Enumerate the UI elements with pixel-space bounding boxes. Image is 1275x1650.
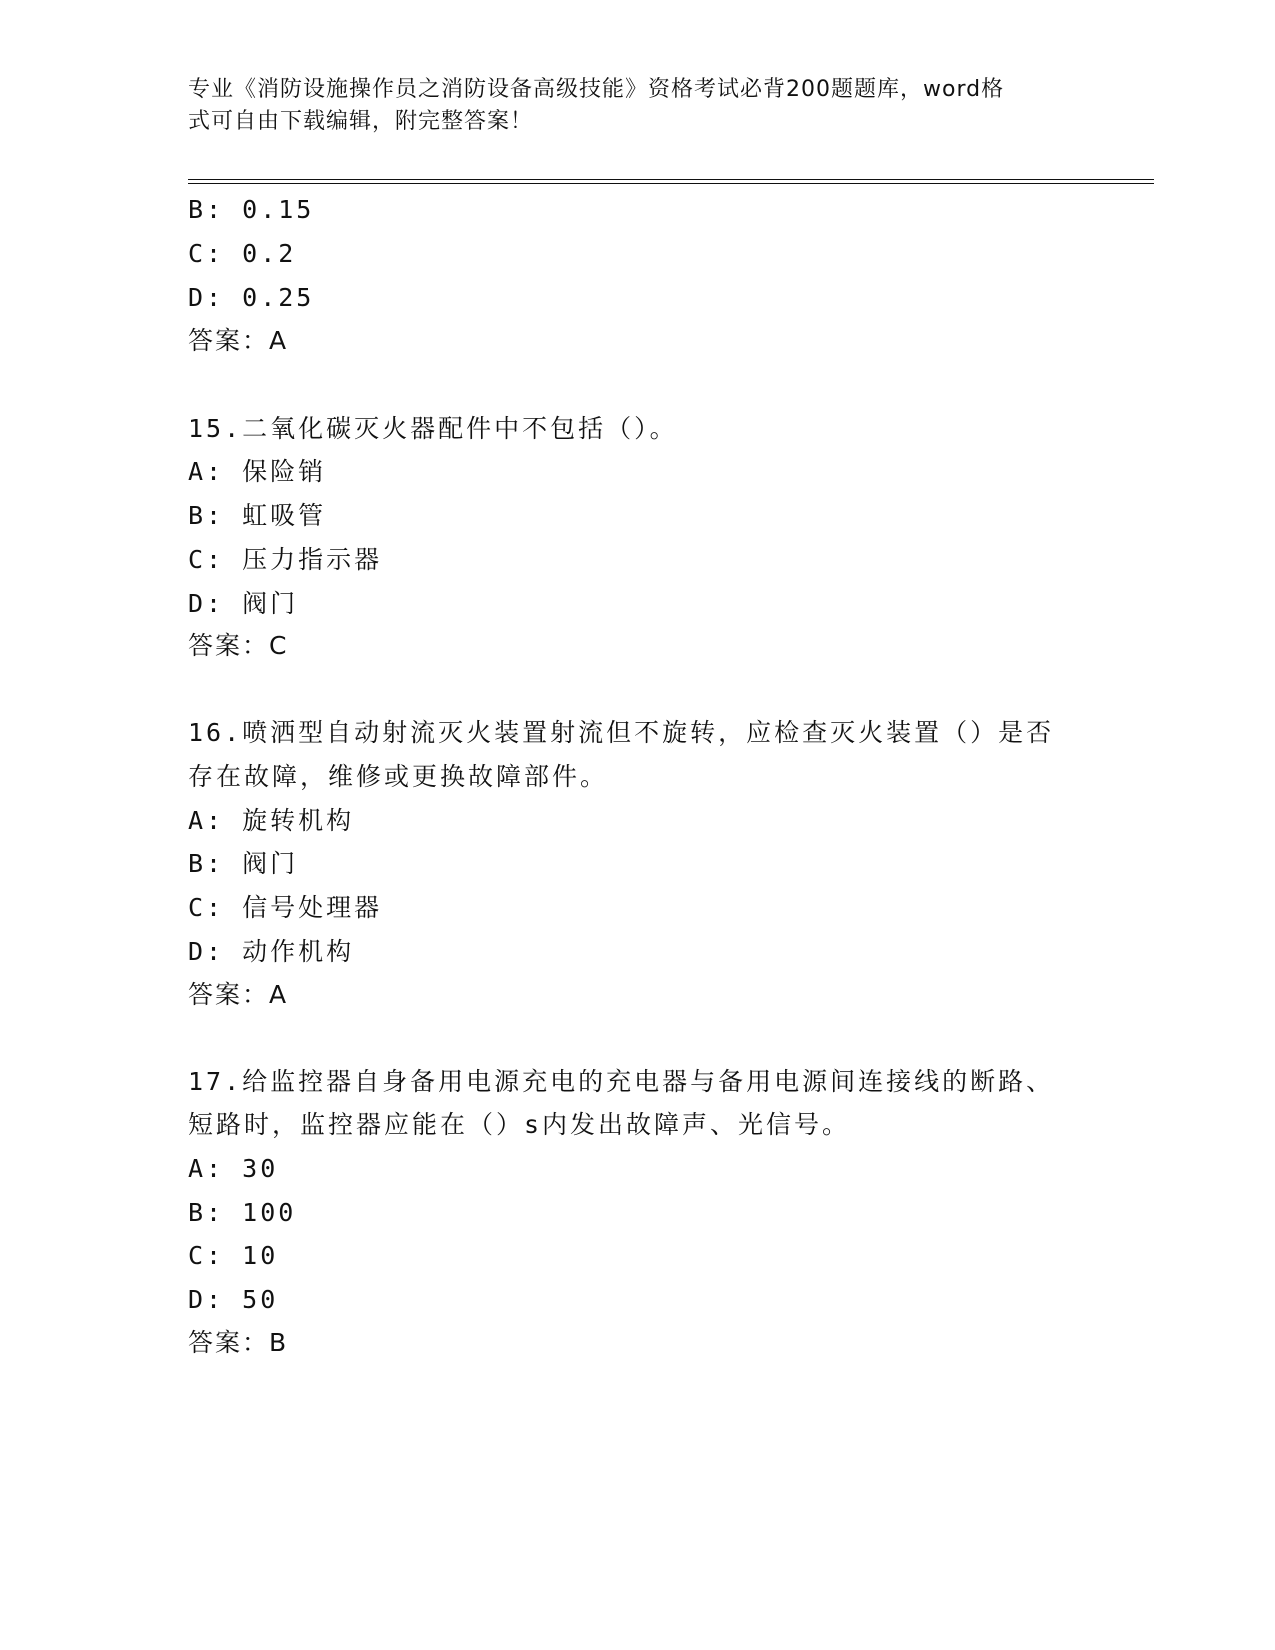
q17-option-c: C: 10 — [188, 1241, 279, 1270]
q16-option-b: B: 阀门 — [188, 849, 299, 878]
q17-stem-line-1: 17.给监控器自身备用电源充电的充电器与备用电源间连接线的断路、 — [188, 1067, 1055, 1096]
q16-stem-line-1: 16.喷洒型自动射流灭火装置射流但不旋转，应检查灭火装置（）是否 — [188, 718, 1055, 747]
q16-stem-line-2: 存在故障，维修或更换故障部件。 — [188, 762, 609, 791]
q15-stem: 15.二氧化碳灭火器配件中不包括（）。 — [188, 414, 678, 443]
q14-answer: 答案：A — [188, 326, 289, 355]
header-line-1: 专业《消防设施操作员之消防设备高级技能》资格考试必背200题题库，word格 — [188, 77, 1005, 102]
q15-option-c: C: 压力指示器 — [188, 545, 383, 574]
q14-option-b: B: 0.15 — [188, 195, 315, 224]
q14-option-d: D: 0.25 — [188, 283, 315, 312]
header-line-2: 式可自由下载编辑，附完整答案！ — [188, 109, 534, 134]
q17-stem-line-2: 短路时，监控器应能在（）s内发出故障声、光信号。 — [188, 1110, 851, 1139]
q17-option-a: A: 30 — [188, 1154, 279, 1183]
q14-option-c: C: 0.2 — [188, 239, 297, 268]
q17-option-b: B: 100 — [188, 1198, 297, 1227]
q16-answer: 答案：A — [188, 980, 289, 1009]
header-divider-top — [188, 179, 1154, 180]
q15-answer: 答案：C — [188, 631, 289, 660]
q15-option-b: B: 虹吸管 — [188, 501, 327, 530]
q16-option-c: C: 信号处理器 — [188, 893, 383, 922]
q16-option-d: D: 动作机构 — [188, 937, 355, 966]
document-header — [188, 74, 1068, 138]
q16-option-a: A: 旋转机构 — [188, 806, 355, 835]
header-divider-bottom — [188, 183, 1154, 184]
q17-answer: 答案：B — [188, 1328, 289, 1357]
q15-option-d: D: 阀门 — [188, 589, 299, 618]
q15-option-a: A: 保险销 — [188, 457, 327, 486]
q17-option-d: D: 50 — [188, 1285, 279, 1314]
